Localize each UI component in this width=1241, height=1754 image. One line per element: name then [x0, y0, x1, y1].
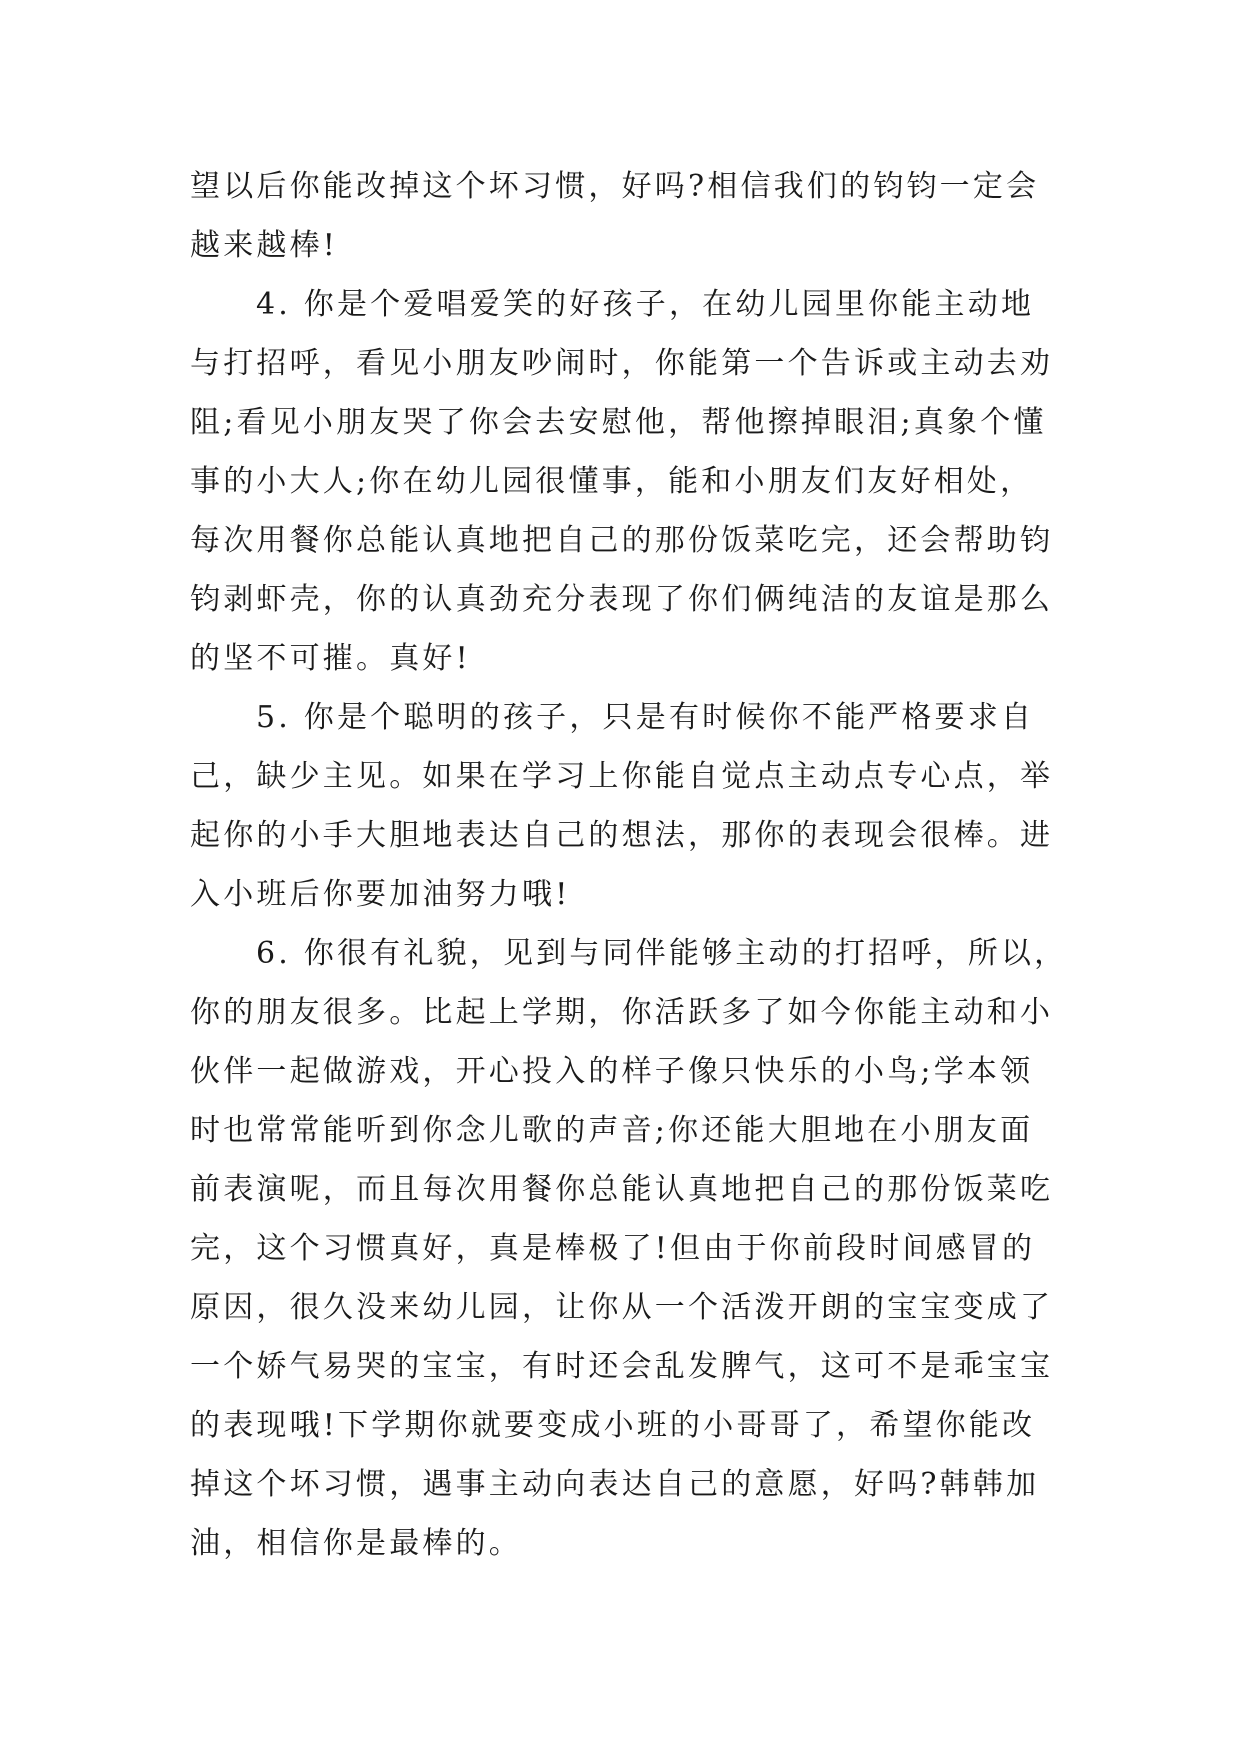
paragraph-line: 越来越棒! — [190, 228, 339, 263]
paragraph-line: 一个娇气易哭的宝宝，有时还会乱发脾气，这可不是乖宝宝 — [190, 1349, 1054, 1384]
paragraph-line: 每次用餐你总能认真地把自己的那份饭菜吃完，还会帮助钧 — [190, 523, 1054, 558]
document-body — [190, 157, 1068, 1573]
paragraph-line: 前表演呢，而且每次用餐你总能认真地把自己的那份饭菜吃 — [190, 1172, 1054, 1207]
paragraph-line: 完，这个习惯真好，真是棒极了!但由于你前段时间感冒的 — [190, 1231, 1036, 1266]
paragraph-line: 望以后你能改掉这个坏习惯，好吗?相信我们的钧钧一定会 — [190, 169, 1040, 204]
paragraph-line: 的表现哦!下学期你就要变成小班的小哥哥了，希望你能改 — [190, 1408, 1036, 1443]
paragraph-line: 的坚不可摧。真好! — [190, 641, 471, 676]
paragraph-line: 掉这个坏习惯，遇事主动向表达自己的意愿，好吗?韩韩加 — [190, 1467, 1040, 1502]
paragraph-line: 时也常常能听到你念儿歌的声音;你还能大胆地在小朋友面 — [190, 1113, 1034, 1148]
paragraph-line: 油，相信你是最棒的。 — [190, 1526, 522, 1561]
paragraph-line: 起你的小手大胆地表达自己的想法，那你的表现会很棒。进 — [190, 818, 1054, 853]
paragraph-first-line: 5. 你是个聪明的孩子，只是有时候你不能严格要求自 — [256, 700, 1035, 735]
paragraph-line: 你的朋友很多。比起上学期，你活跃多了如今你能主动和小 — [190, 995, 1054, 1030]
paragraph-line: 与打招呼，看见小朋友吵闹时，你能第一个告诉或主动去劝 — [190, 346, 1054, 381]
paragraph-line: 伙伴一起做游戏，开心投入的样子像只快乐的小鸟;学本领 — [190, 1054, 1034, 1089]
paragraph-first-line: 6. 你很有礼貌，见到与同伴能够主动的打招呼，所以， — [256, 936, 1068, 971]
paragraph-line: 钧剥虾壳，你的认真劲充分表现了你们俩纯洁的友谊是那么 — [190, 582, 1054, 617]
paragraph-line: 原因，很久没来幼儿园，让你从一个活泼开朗的宝宝变成了 — [190, 1290, 1054, 1325]
paragraph-line: 入小班后你要加油努力哦! — [190, 877, 571, 912]
paragraph-line: 己，缺少主见。如果在学习上你能自觉点主动点专心点，举 — [190, 759, 1054, 794]
paragraph-line: 阻;看见小朋友哭了你会去安慰他，帮他擦掉眼泪;真象个懂 — [190, 405, 1047, 440]
paragraph-line: 事的小大人;你在幼儿园很懂事，能和小朋友们友好相处， — [190, 464, 1034, 499]
paragraph-first-line: 4. 你是个爱唱爱笑的好孩子，在幼儿园里你能主动地 — [256, 287, 1035, 322]
